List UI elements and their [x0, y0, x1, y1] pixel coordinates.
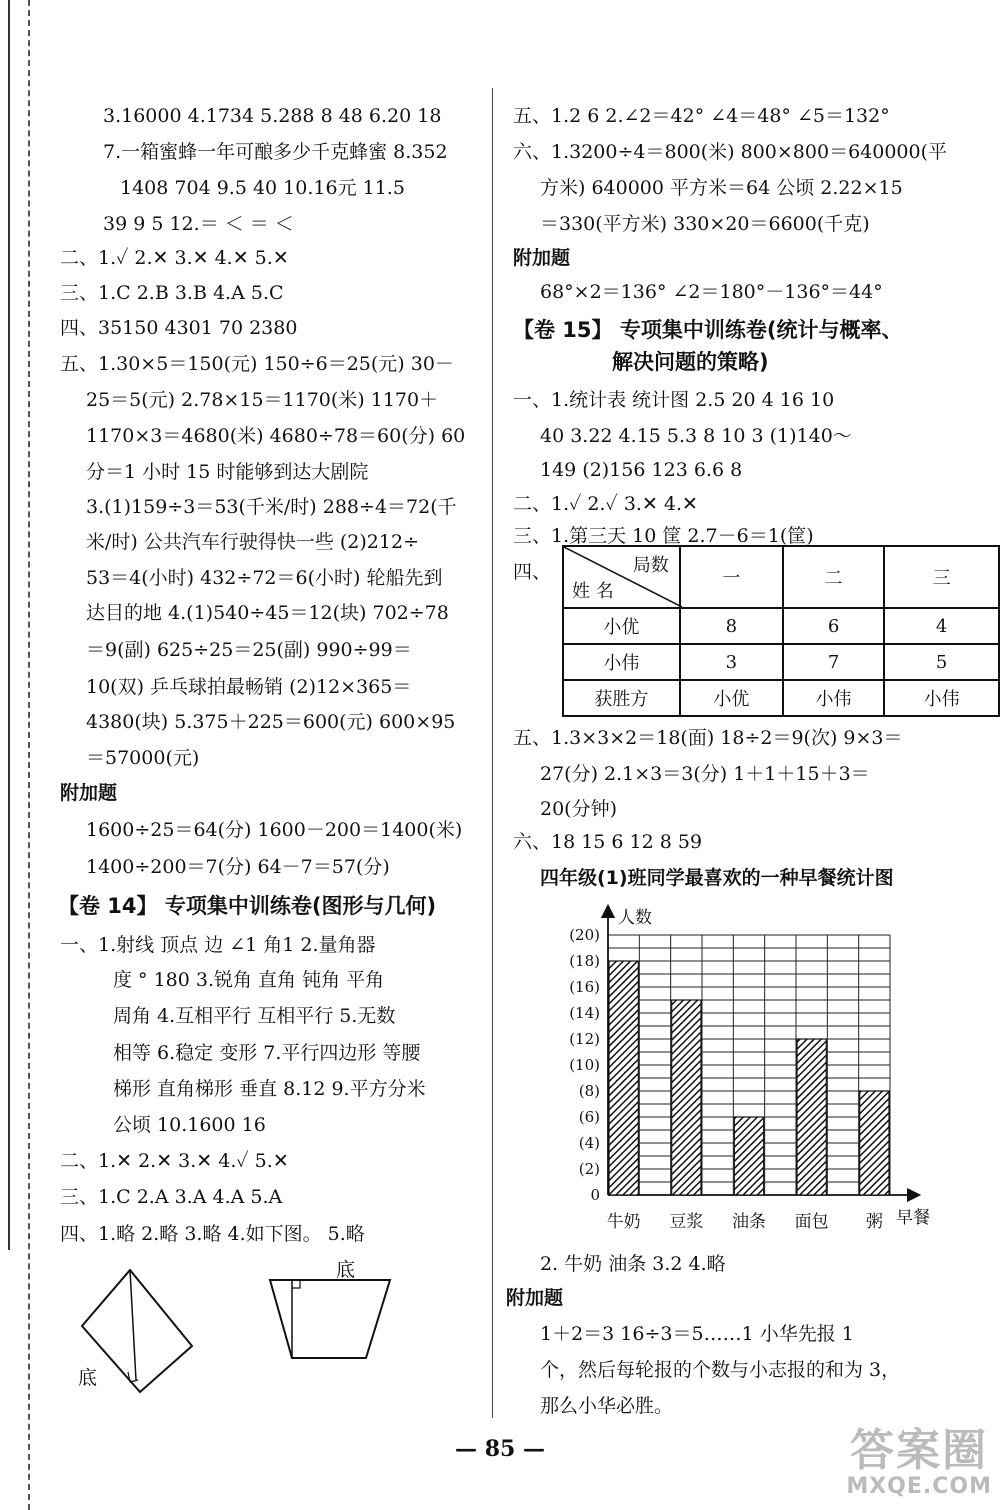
text-line: 3.(1)159÷3＝53(千米/时) 288÷4＝72(千 — [86, 496, 457, 518]
table-header-row — [563, 546, 999, 608]
text-line: 27(分) 2.1×3＝3(分) 1＋1＋15＋3＝ — [540, 763, 870, 785]
table-row — [563, 644, 999, 680]
section-heading: 【卷 15】 专项集中训练卷(统计与概率、 — [513, 318, 903, 342]
bar-1 — [609, 961, 638, 1195]
x-tick-label: 油条 — [732, 1212, 766, 1232]
y-tick-label: (2) — [578, 1160, 600, 1178]
table-cell: 6 — [783, 608, 884, 644]
row-header: 小优 — [563, 608, 680, 644]
text-line: 梯形 直角梯形 垂直 8.12 9.平方分米 — [113, 1078, 426, 1100]
x-tick-label: 牛奶 — [606, 1212, 641, 1232]
chart-title: 四年级(1)班同学最喜欢的一种早餐统计图 — [540, 867, 894, 889]
text-line: 相等 6.稳定 变形 7.平行四边形 等腰 — [113, 1042, 421, 1064]
text-line: 4380(块) 5.375＋225＝600(元) 600×95 — [86, 711, 456, 733]
text-line: 达目的地 4.(1)540÷45＝12(块) 702÷78 — [86, 602, 449, 624]
text-line: 分＝1 小时 15 时能够到达大剧院 — [86, 461, 369, 483]
table-cell: 小伟 — [884, 680, 999, 716]
header-top-label: 局数 — [632, 555, 669, 576]
header-bottom-label: 姓 名 — [572, 581, 614, 602]
text-line: 1＋2＝3 16÷3＝5……1 小华先报 1 — [540, 1323, 854, 1345]
text-line: 39 9 5 12.＝ ＜ ＝ ＜ — [103, 213, 294, 235]
y-tick-label: (16) — [569, 978, 600, 996]
y-axis-label: 人数 — [618, 908, 652, 928]
diagonal-header-cell — [563, 546, 680, 608]
text-line: ＝57000(元) — [86, 747, 200, 769]
text-line: 度 ° 180 3.锐角 直角 钝角 平角 — [113, 969, 385, 991]
table-row — [563, 680, 999, 716]
text-line: ＝9(副) 625÷25＝25(副) 990÷99＝ — [86, 639, 412, 661]
text-line: 1600÷25＝64(分) 1600－200＝1400(米) — [86, 819, 463, 841]
text-line: 五、1.3×3×2＝18(面) 18÷2＝9(次) 9×3＝ — [513, 727, 903, 749]
text-line: 40 3.22 4.15 5.3 8 10 3 (1)140～ — [540, 425, 852, 447]
y-tick-label: (18) — [569, 952, 600, 970]
x-tick-label: 粥 — [865, 1212, 883, 1232]
text-line: 五、1.30×5＝150(元) 150÷6＝25(元) 30－ — [60, 353, 454, 375]
text-line: 3.16000 4.1734 5.288 8 48 6.20 18 — [103, 105, 442, 127]
text-line: 米/时) 公共汽车行驶得快一些 (2)212÷ — [86, 531, 419, 553]
text-line: ＝330(平方米) 330×20＝6600(千克) — [540, 213, 870, 235]
y-tick-label: (10) — [569, 1056, 600, 1074]
table-cell: 3 — [680, 644, 783, 680]
section-heading: 【卷 14】 专项集中训练卷(图形与几何) — [58, 894, 437, 918]
column-header: 一 — [680, 546, 783, 608]
bar-chart — [540, 895, 940, 1240]
text-line: 7.一箱蜜蜂一年可酿多少千克蜂蜜 8.352 — [103, 141, 448, 163]
binding-dashed-line — [28, 0, 30, 1510]
table-cell: 5 — [884, 644, 999, 680]
section-label: 附加题 — [60, 782, 118, 804]
text-line: 四、35150 4301 70 2380 — [60, 317, 298, 339]
table-cell: 4 — [884, 608, 999, 644]
text-line: 五、1.2 6 2.∠2＝42° ∠4＝48° ∠5＝132° — [513, 105, 890, 127]
x-tick-label: 面包 — [794, 1212, 829, 1232]
column-header: 二 — [783, 546, 884, 608]
section-label: 附加题 — [513, 247, 571, 269]
bar-4 — [797, 1039, 826, 1195]
bar-3 — [734, 1117, 763, 1195]
y-tick-label: (14) — [569, 1004, 600, 1022]
bar-5 — [860, 1091, 889, 1195]
watermark-title: 答案圈 — [850, 1425, 989, 1476]
x-axis-label: 早餐 — [896, 1208, 930, 1228]
text-line: 20(分钟) — [540, 798, 618, 820]
page-edge — [8, 0, 10, 1250]
watermark-logo — [846, 1425, 992, 1499]
geometry-figures — [70, 1258, 470, 1408]
text-line: 个，然后每轮报的个数与小志报的和为 3， — [540, 1359, 901, 1381]
text-line: 二、1.✓ 2.✕ 3.✕ 4.✕ 5.✕ — [60, 247, 289, 269]
height-line — [130, 1270, 136, 1380]
text-line: 四、 — [513, 561, 552, 583]
section-heading-cont: 解决问题的策略) — [612, 350, 769, 374]
figure-label-base: 底 — [336, 1259, 356, 1281]
table-cell: 8 — [680, 608, 783, 644]
text-line: 一、1.统计表 统计图 2.5 20 4 16 10 — [513, 389, 835, 411]
watermark-url: MXQE.COM — [846, 1474, 992, 1499]
text-line: 三、1.C 2.B 3.B 4.A 5.C — [60, 282, 284, 304]
y-tick-label: (12) — [569, 1030, 600, 1048]
text-line: 三、1.C 2.A 3.A 4.A 5.A — [60, 1186, 283, 1208]
text-line: 1400÷200＝7(分) 64－7＝57(分) — [86, 856, 390, 878]
column-header: 三 — [884, 546, 999, 608]
y-tick-label: (20) — [569, 926, 600, 944]
text-line: 1408 704 9.5 40 10.16元 11.5 — [120, 177, 405, 199]
score-table — [562, 545, 1000, 717]
column-divider — [492, 88, 493, 1418]
page-number: — 85 — — [455, 1436, 545, 1462]
row-header: 小伟 — [563, 644, 680, 680]
text-line: 10(双) 乒乓球拍最畅销 (2)12×365＝ — [86, 676, 412, 698]
table-cell: 7 — [783, 644, 884, 680]
parallelogram-shape — [82, 1270, 192, 1392]
text-line: 二、1.✓ 2.✓ 3.✕ 4.✕ — [513, 493, 698, 515]
text-line: 68°×2＝136° ∠2＝180°－136°＝44° — [540, 281, 883, 303]
text-line: 1170×3＝4680(米) 4680÷78＝60(分) 60 — [86, 425, 466, 447]
text-line: 53＝4(小时) 432÷72＝6(小时) 轮船先到 — [86, 567, 443, 589]
text-line: 一、1.射线 顶点 边 ∠1 角1 2.量角器 — [60, 934, 376, 956]
text-line: 2. 牛奶 油条 3.2 4.略 — [540, 1253, 726, 1275]
trapezoid-shape — [270, 1280, 390, 1358]
text-line: 那么小华必胜。 — [540, 1395, 674, 1417]
figure-label-base: 底 — [78, 1367, 98, 1389]
y-tick-label: (6) — [578, 1108, 600, 1126]
row-header: 获胜方 — [563, 680, 680, 716]
text-line: 方米) 640000 平方米＝64 公顷 2.22×15 — [540, 177, 903, 199]
y-tick-label: (4) — [578, 1134, 600, 1152]
text-line: 公顷 10.1600 16 — [113, 1114, 266, 1136]
text-line: 周角 4.互相平行 互相平行 5.无数 — [113, 1005, 396, 1027]
table-cell: 小优 — [680, 680, 783, 716]
section-label: 附加题 — [506, 1287, 564, 1309]
text-line: 四、1.略 2.略 3.略 4.如下图。 5.略 — [60, 1223, 365, 1245]
text-line: 149 (2)156 123 6.6 8 — [540, 459, 743, 481]
y-tick-label: 0 — [590, 1186, 600, 1204]
x-tick-label: 豆浆 — [669, 1212, 704, 1232]
y-tick-label: (8) — [578, 1082, 600, 1100]
text-line: 三、1.第三天 10 筐 2.7－6＝1(筐) — [513, 525, 814, 547]
text-line: 六、1.3200÷4＝800(米) 800×800＝640000(平 — [513, 141, 948, 163]
table-row — [563, 608, 999, 644]
text-line: 六、18 15 6 12 8 59 — [513, 831, 703, 853]
text-line: 二、1.✕ 2.✕ 3.✕ 4.✓ 5.✕ — [60, 1150, 289, 1172]
table-cell: 小伟 — [783, 680, 884, 716]
text-line: 25＝5(元) 2.78×15＝1170(米) 1170＋ — [86, 389, 439, 411]
right-angle-mark — [292, 1280, 300, 1288]
bar-2 — [672, 1000, 701, 1195]
